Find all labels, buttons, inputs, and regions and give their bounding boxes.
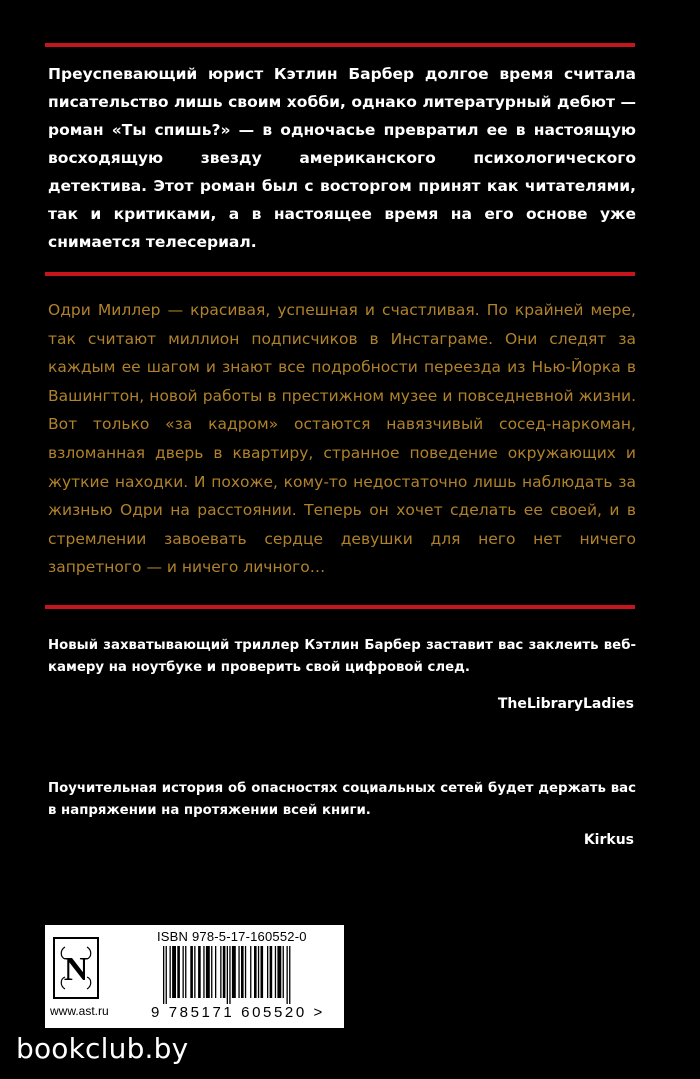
barcode-bar — [170, 946, 171, 998]
barcode-bar — [177, 946, 180, 998]
barcode-bar — [277, 946, 281, 998]
barcode-bar — [270, 946, 273, 998]
barcode-bar — [287, 946, 288, 1004]
isbn-label: ISBN 978-5-17-160552-0 — [157, 929, 307, 944]
divider-3 — [45, 605, 635, 609]
author-intro: Преуспевающий юрист Кэтлин Барбер долгое время считала писательство лишь своим хобби, однако литературный дебют — роман «Ты спишь?» — в одночасье превратил ее в настоящую восходящую звезду американского психологического детектива. Этот роман был с восторгом принят как читателями, так и критиками, а в настоящее время на его основе уже снимается телесериал. — [48, 65, 636, 251]
barcode-bar — [232, 946, 236, 998]
barcode-bar — [254, 946, 257, 998]
book-synopsis: Одри Миллер — красивая, успешная и счастливая. По крайней мере, так считают миллион подписчиков в Инстаграме. Они следят за каждым ее шагом и знают все подробности переезда из Нью-Йорка в Вашингтон, новой работы в престижном музее и повседневной жизни. Вот только «за кадром» остаются навязчивый сосед-наркоман, взломанная дверь в квартиру, странное поведение окружающих и жуткие находки. И похоже, кому-то недостаточно лишь наблюдать за жизнью Одри на расстоянии. Теперь он хочет сделать ее своей, и в стремлении завоевать сердце девушки для него нет ничего запретного — и ничего личного… — [48, 301, 636, 577]
review-quote-1: Новый захватывающий триллер Кэтлин Барбер заставит вас заклеить веб-камеру на ноутбуке и проверить свой цифровой след. — [48, 638, 636, 675]
barcode-bar — [283, 946, 284, 998]
publisher-logo-icon — [56, 940, 96, 996]
barcode-bar — [194, 946, 195, 998]
barcode-bar — [190, 946, 193, 998]
barcode-bar — [261, 946, 264, 998]
barcode-bar — [238, 946, 239, 998]
barcode-panel — [45, 925, 344, 1028]
barcode-bar — [215, 946, 216, 998]
barcode-bar — [250, 946, 251, 998]
barcode-bar — [223, 946, 226, 998]
barcode-bar — [229, 946, 230, 1004]
barcode-bar — [203, 946, 204, 998]
barcode-bar — [241, 946, 244, 998]
barcode-bar — [245, 946, 246, 998]
review-quote-2: Поучительная история об опасностях социальных сетей будет держать вас в напряжении на протяжении всей книги. — [48, 781, 636, 818]
barcode-bar — [267, 946, 268, 998]
barcode-bar — [220, 946, 221, 998]
barcode-bar — [227, 946, 228, 1004]
barcode-bar — [211, 946, 212, 998]
review-source-1: TheLibraryLadies — [497, 696, 634, 712]
barcode-bar — [206, 946, 210, 998]
barcode-bar — [185, 946, 186, 998]
publisher-logo — [53, 937, 99, 999]
barcode-bar — [172, 946, 176, 998]
barcode-bar — [163, 946, 164, 1004]
divider-2 — [45, 272, 635, 276]
divider-top — [45, 43, 635, 47]
barcode-bar — [183, 946, 184, 998]
publisher-logo-letter: N — [63, 951, 89, 988]
barcode-digits: 9 785171 605520 > — [151, 1004, 325, 1021]
review-source-2: Kirkus — [583, 832, 634, 848]
barcode — [163, 946, 331, 1004]
barcode-bar — [289, 946, 290, 1004]
barcode-bar — [198, 946, 201, 998]
publisher-website[interactable]: www.ast.ru — [50, 1004, 109, 1018]
barcode-bar — [258, 946, 259, 998]
barcode-bar — [166, 946, 167, 1004]
barcode-bar — [275, 946, 276, 998]
watermark: bookclub.by — [16, 1032, 189, 1065]
